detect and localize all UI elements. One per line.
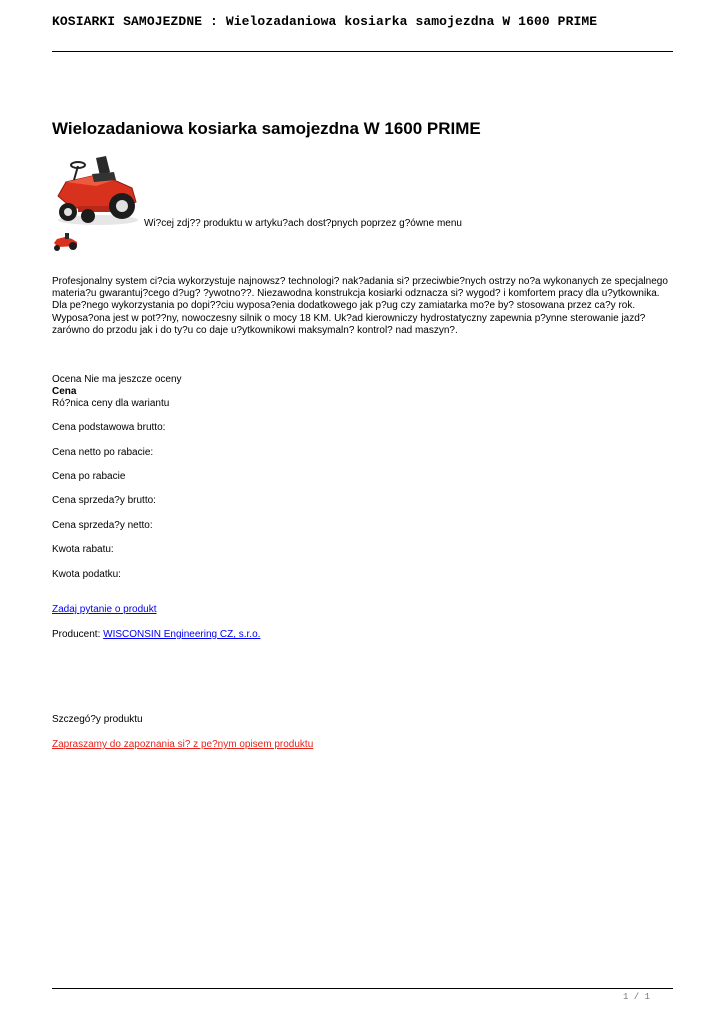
price-heading: Cena bbox=[52, 386, 77, 397]
details-heading: Szczegó?y produktu bbox=[52, 714, 143, 725]
price-base-gross: Cena podstawowa brutto: bbox=[52, 422, 166, 433]
product-description: Profesjonalny system ci?cia wykorzystuje najnowsz? technologi? nak?adania si? przeciwbie?nych ostrzy no?a wykonanych ze specjalnego materia?u gwarantuj?cego d?ug? ?ywotno??. Niezawodna konstrukcja kosiarki odznacza si? wygod? i komfortem pracy dla u?ytkownika. Dla pe?nego wykorzystania po dopi??ciu wyposa?enia dodatkowego jak p?ug czy zamiatarka mo?e by? stosowana przez ca?y rok. Wyposa?ona jest w pot??ny, nowoczesny silnik o mocy 18 KM. Uk?ad kierowniczy hydrostatyczny zapewnia p?ynne sterowanie jazd? zarówno do przodu jak i do ty?u co daje u?ytkownikowi maksymaln? kontrol? nad maszyn?. bbox=[52, 276, 668, 336]
price-sale-net: Cena sprzeda?y netto: bbox=[52, 520, 153, 531]
rating-text: Ocena Nie ma jeszcze oceny bbox=[52, 374, 182, 385]
more-photos-note: Wi?cej zdj?? produktu w artyku?ach dost?pnych poprzez g?ówne menu bbox=[144, 218, 462, 229]
tax-amount: Kwota podatku: bbox=[52, 569, 121, 580]
full-description-link[interactable]: Zapraszamy do zapoznania si? z pe?nym opisem produktu bbox=[52, 739, 314, 750]
page-number: 1 / 1 bbox=[623, 992, 651, 1002]
product-title: Wielozadaniowa kosiarka samojezdna W 1600 PRIME bbox=[52, 119, 481, 138]
product-thumbnail[interactable] bbox=[52, 230, 79, 252]
product-image bbox=[52, 150, 142, 228]
price-net-after-discount: Cena netto po rabacie: bbox=[52, 447, 154, 458]
footer-divider bbox=[52, 988, 673, 989]
producer-label: Producent: bbox=[52, 629, 104, 640]
price-variant-diff: Ró?nica ceny dla wariantu bbox=[52, 398, 170, 409]
document-header-title: KOSIARKI SAMOJEZDNE : Wielozadaniowa kosiarka samojezdna W 1600 PRIME bbox=[52, 14, 598, 29]
header-divider bbox=[52, 51, 673, 52]
price-after-discount: Cena po rabacie bbox=[52, 471, 126, 482]
ask-question-link[interactable]: Zadaj pytanie o produkt bbox=[52, 604, 157, 615]
producer-link[interactable]: WISCONSIN Engineering CZ, s.r.o. bbox=[103, 629, 261, 640]
producer-line bbox=[52, 629, 260, 640]
discount-amount: Kwota rabatu: bbox=[52, 544, 114, 555]
price-sale-gross: Cena sprzeda?y brutto: bbox=[52, 495, 156, 506]
